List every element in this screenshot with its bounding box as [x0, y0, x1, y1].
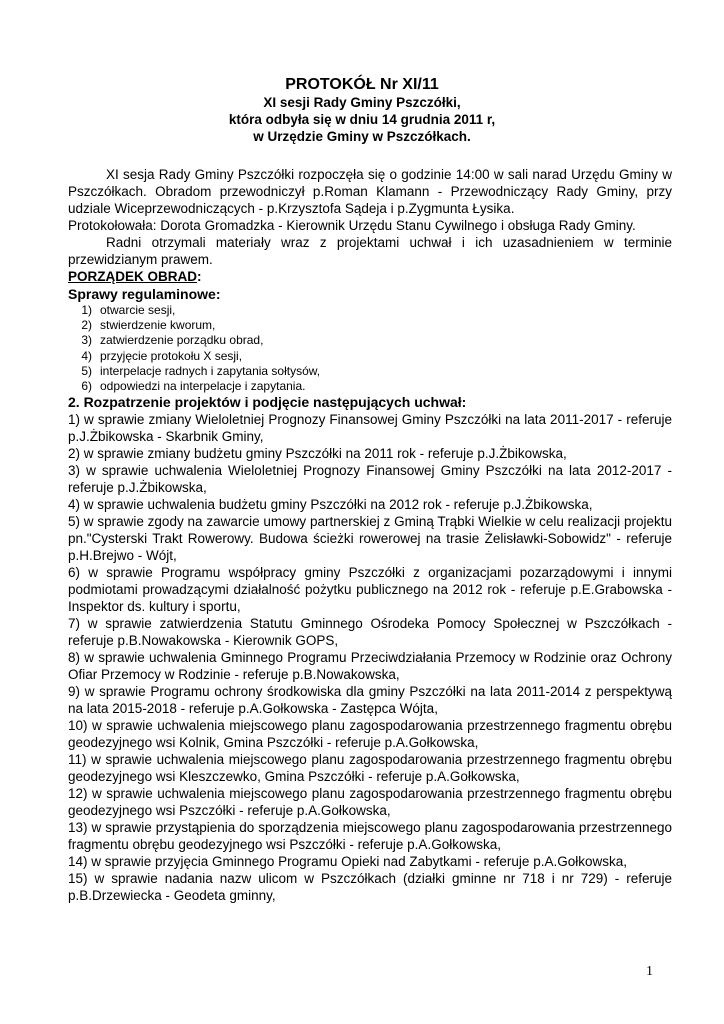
resolution-item: 10) w sprawie uchwalenia miejscowego planu zagospodarowania przestrzennego fragmentu obrębu geodezyjnego wsi Kolnik, Gmina Pszczółki - referuje p.A.Gołkowska,: [68, 718, 672, 751]
regulatory-matters-heading: Sprawy regulaminowe:: [68, 286, 221, 302]
list-item: 2) stwierdzenie kworum,: [81, 318, 216, 333]
resolution-item: 9) w sprawie Programu ochrony środkowiska dla gminy Pszczółki na lata 2011-2014 z perspektywą na lata 2015-2018 - referuje p.A.Gołkowska - Zastępca Wójta,: [68, 684, 672, 717]
resolution-item: 14) w sprawie przyjęcia Gminnego Programu Opieki nad Zabytkami - referuje p.A.Gołkowska,: [68, 854, 627, 870]
resolution-item: 5) w sprawie zgody na zawarcie umowy partnerskiej z Gminą Trąbki Wielkie w celu realizacji projektu pn."Cysterski Trakt Rowerowy. Budowa ścieżki rowerowej na trasie Żelisławki-Sobowidz" - referuje p.H.Brejwo - Wójt,: [68, 514, 672, 564]
document-header: [0, 75, 724, 145]
document-title: PROTOKÓŁ Nr XI/11: [285, 76, 439, 93]
subtitle-line-2: która odbyła się w dniu 14 grudnia 2011 r,: [228, 112, 496, 127]
agenda-heading-colon: :: [197, 269, 202, 284]
resolution-item: 15) w sprawie nadania nazw ulicom w Pszczółkach (działki gminne nr 718 i nr 729) - referuje p.B.Drzewiecka - Geodeta gminny,: [68, 871, 672, 904]
document-body: [68, 166, 672, 904]
list-item: 4) przyjęcie protokołu X sesji,: [81, 348, 243, 363]
resolutions-heading: 2. Rozpatrzenie projektów i podjęcie następujących uchwał:: [68, 394, 467, 411]
list-item: 5) interpelacje radnych i zapytania sołtysów,: [81, 363, 321, 378]
list-item: 3) zatwierdzenie porządku obrad,: [81, 333, 264, 348]
resolution-item: 7) w sprawie zatwierdzenia Statutu Gminnego Ośrodeka Pomocy Społecznej w Pszczółkach - referuje p.B.Nowakowska - Kierownik GOPS,: [68, 616, 672, 649]
agenda-heading: PORZĄDEK OBRAD: [68, 269, 198, 284]
resolution-item: 12) w sprawie uchwalenia miejscowego planu zagospodarowania przestrzennego fragmentu obrębu geodezyjnego wsi Pszczółki - referuje p.A.Gołkowska,: [68, 786, 672, 819]
resolution-item: 1) w sprawie zmiany Wieloletniej Prognozy Finansowej Gminy Pszczółki na lata 2011-2017 - referuje p.J.Żbikowska - Skarbnik Gminy,: [68, 412, 672, 445]
regulatory-list: [68, 303, 672, 394]
subtitle-line-3: w Urzędzie Gminy w Pszczółkach.: [253, 129, 471, 144]
resolutions-list: [68, 411, 672, 904]
resolution-item: 4) w sprawie uchwalenia budżetu gminy Pszczółki na 2012 rok - referuje p.J.Żbikowska,: [68, 497, 593, 513]
resolution-item: 2) w sprawie zmiany budżetu gminy Pszczółki na 2011 rok - referuje p.J.Żbikowska,: [68, 446, 567, 462]
intro-paragraph-1: XI sesja Rady Gminy Pszczółki rozpoczęła się o godzinie 14:00 w sali narad Urzędu Gminy w Pszczółkach. Obradom przewodniczył p.Roman Klamann - Przewodniczący Rady Gminy, przy udziale Wiceprzewodniczących - p.Krzysztofa Sądeja i p.Zygmunta Łysika.: [68, 167, 672, 216]
resolution-item: 6) w sprawie Programu współpracy gminy Pszczółki z organizacjami pozarządowymi i innymi podmiotami prowadzącymi działalność pożytku publicznego na 2012 rok - referuje p.E.Grabowska - Inspektor ds. kultury i sportu,: [68, 565, 672, 615]
list-item: 1) otwarcie sesji,: [81, 303, 176, 317]
intro-paragraph-3: Radni otrzymali materiały wraz z projektami uchwał i ich uzasadnieniem w terminie przewidzianym prawem.: [68, 235, 672, 267]
page-number: 1: [646, 964, 653, 979]
subtitle-line-1: XI sesji Rady Gminy Pszczółki,: [263, 95, 461, 110]
list-item: 6) odpowiedzi na interpelacje i zapytania.: [81, 379, 306, 394]
resolution-item: 3) w sprawie uchwalenia Wieloletniej Prognozy Finansowej Gminy Pszczółki na lata 2012-2017 - referuje p.J.Żbikowska,: [68, 463, 672, 496]
intro-paragraph-2: Protokołowała: Dorota Gromadzka - Kierownik Urzędu Stanu Cywilnego i obsługa Rady Gminy.: [68, 218, 636, 233]
resolution-item: 8) w sprawie uchwalenia Gminnego Programu Przeciwdziałania Przemocy w Rodzinie oraz Ochrony Ofiar Przemocy w Rodzinie - referuje p.B.Nowakowska,: [68, 650, 672, 683]
resolution-item: 13) w sprawie przystąpienia do sporządzenia miejscowego planu zagospodarowania przestrzennego fragmentu obrębu geodezyjnego wsi Pszczółki - referuje p.A.Gołkowska,: [68, 820, 672, 853]
agenda-heading-line: [68, 268, 672, 285]
resolution-item: 11) w sprawie uchwalenia miejscowego planu zagospodarowania przestrzennego fragmentu obrębu geodezyjnego wsi Kleszczewko, Gmina Pszczółki - referuje p.A.Gołkowska,: [68, 752, 672, 785]
